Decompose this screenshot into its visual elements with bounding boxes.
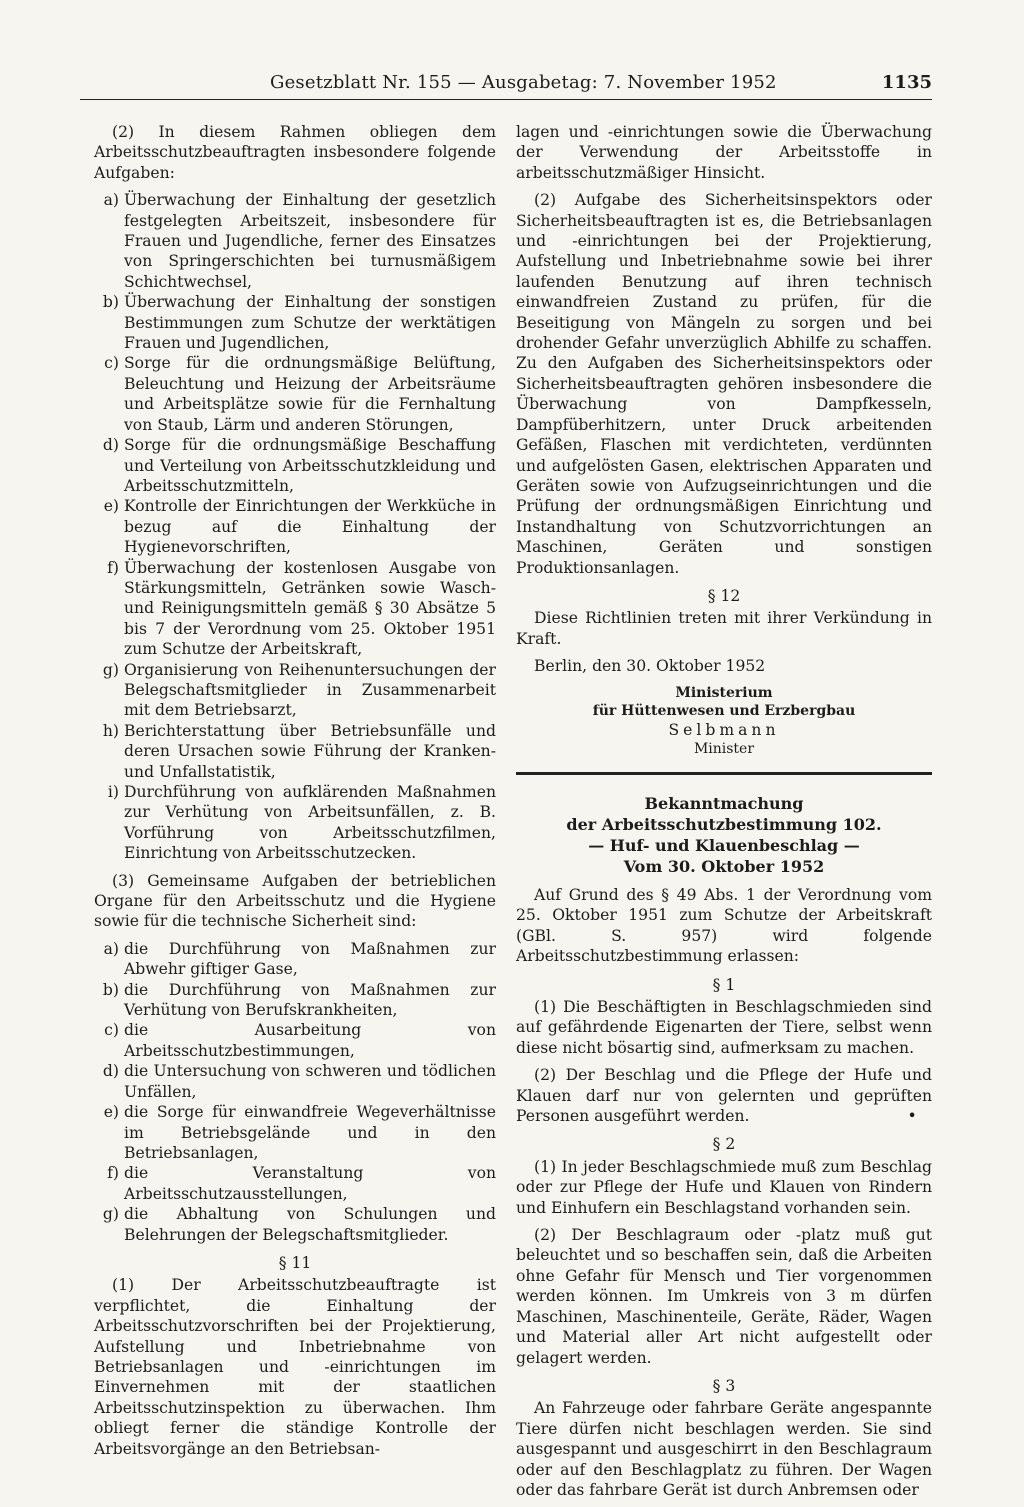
announcement-subtitle: der Arbeitsschutzbestimmung 102. [566,814,882,834]
announcement-date: Vom 30. Oktober 1952 [623,856,825,876]
continued-paragraph: lagen und -einrichtungen sowie die Überwachung der Verwendung der Arbeitsstoffe in arbeitsschutzmäßiger Hinsicht. [516,123,932,182]
ministry-name: Ministerium [675,684,773,701]
section-11-paragraph-1: (1) Der Arbeitsschutzbeauftragte ist verpflichtet, die Einhaltung der Arbeitsschutzvorschriften bei der Projektierung, Aufstellung und Inbetriebnahme von Betriebsanlagen und -einrichtungen im Einvernehmen mit der staatlichen Arbeitsschutzinspektion zu überwachen. Ihm obliegt ferner die ständige Kontrolle der Arbeitsvorgänge an den Betriebsan- [94,1276,496,1458]
place-date: Berlin, den 30. Oktober 1952 [534,657,766,676]
list-item: h) Berichterstattung über Betriebsunfälle und deren Ursachen sowie Führung der Kranken- und Unfallstatistik, [102,721,496,781]
list-item: d) Sorge für die ordnungsmäßige Beschaffung und Verteilung von Arbeitsschutzkleidung und Arbeitsschutzmitteln, [102,436,496,495]
stray-mark: • [907,1107,917,1126]
ministry-department: für Hüttenwesen und Erzbergbau [592,702,856,719]
list-tasks [94,190,496,863]
left-column [94,122,496,1466]
list-common-tasks [94,939,496,1245]
header-title: Gesetzblatt Nr. 155 — Ausgabetag: 7. November 1952 [270,72,777,93]
list-item: c) die Ausarbeitung von Arbeitsschutzbestimmungen, [104,1021,496,1060]
section-12-text: Diese Richtlinien treten mit ihrer Verkündung in Kraft. [516,609,932,648]
announcement-title: Bekanntmachung [644,793,804,813]
list-item: i) Durchführung von aufklärenden Maßnahmen zur Verhütung von Arbeitsunfällen, z. B. Vorführung von Arbeitsschutzfilmen, Einrichtung von Arbeitsschutzecken. [107,783,496,863]
list-item: a) die Durchführung von Maßnahmen zur Abwehr giftiger Gase, [103,939,496,979]
list-item: c) Sorge für die ordnungsmäßige Belüftung, Beleuchtung und Heizung der Arbeitsräume und Arbeitsplätze sowie für die Fernhaltung von Staub, Lärm und anderen Störungen, [104,354,496,434]
signer-name: Selbmann [668,720,780,739]
section-11-heading: § 11 [278,1253,312,1272]
list-item: f) Überwachung der kostenlosen Ausgabe von Stärkungsmitteln, Getränken sowie Wasch- und Reinigungsmitteln gemäß § 30 Absätze 5 bis 7 der Verordnung vom 25. Oktober 1951 zum Schutze der Arbeitskraft, [107,558,496,659]
paragraph-3-heading: § 3 [712,1376,736,1395]
header-rule [80,99,932,100]
paragraph-1-heading: § 1 [712,975,736,994]
paragraph-1-clause-2: (2) Der Beschlag und die Pflege der Hufe und Klauen darf nur von gelernten und geprüften Personen ausgeführt werden. • [516,1066,932,1126]
paragraph-2-clause-1: (1) In jeder Beschlagschmiede muß zum Beschlag oder zur Pflege der Hufe und Klauen von Rindern und Einhufern ein Beschlagstand vorhanden sein. [516,1157,932,1217]
list-item: e) die Sorge für einwandfreie Wegeverhältnisse im Betriebsgelände und in den Betriebsanlagen, [103,1103,496,1162]
paragraph-2-intro: (2) In diesem Rahmen obliegen dem Arbeitsschutzbeauftragten insbesondere folgende Aufgaben: [94,123,496,182]
preamble: Auf Grund des § 49 Abs. 1 der Verordnung vom 25. Oktober 1951 zum Schutze der Arbeitskraft (GBl. S. 957) wird folgende Arbeitsschutzbestimmung erlassen: [516,885,932,966]
section-12-heading: § 12 [707,586,741,605]
section-11-paragraph-2: (2) Aufgabe des Sicherheitsinspektors oder Sicherheitsbeauftragten ist es, die Betriebsanlagen und -einrichtungen bei der Projektierung, Aufstellung und Inbetriebnahme sowie bei ihrer laufenden Benutzung auf ihren technisch einwandfreien Zustand zu prüfen, für die Beseitigung von Mängeln zu sorgen und bei drohender Gefahr unverzüglich Abhilfe zu schaffen. Zu den Aufgaben des Sicherheitsinspektors oder Sicherheitsbeauftragten gehören insbesondere die Überwachung von Dampfkesseln, Dampfüberhitzern, unter Druck arbeitenden Gefäßen, Flaschen mit verdichteten, verdünnten und aufgelösten Gasen, elektrischen Apparaten und Geräten sowie von Aufzugseinrichtungen und die Prüfung der ordnungsmäßigen Einrichtung und Instandhaltung von Schutzvorrichtungen an Maschinen, Geräten und sonstigen Produktionsanlagen. [516,191,932,577]
list-item: d) die Untersuchung von schweren und tödlichen Unfällen, [102,1062,496,1101]
paragraph-3-clause-1: An Fahrzeuge oder fahrbare Geräte angespannte Tiere dürfen nicht beschlagen werden. Sie sind ausgespannt und ausgeschirrt in den Beschlagraum oder auf den Beschlagplatz zu führen. Der Wagen oder das fahrbare Gerät ist durch Anbremsen oder [516,1399,932,1499]
list-item: b) Überwachung der Einhaltung der sonstigen Bestimmungen zum Schutze der werktätigen Frauen und Jugendlichen, [102,293,496,353]
paragraph-3-intro: (3) Gemeinsame Aufgaben der betrieblichen Organe für den Arbeitsschutz und die Hygiene sowie für die technische Sicherheit sind: [94,871,496,931]
list-item: f) die Veranstaltung von Arbeitsschutzausstellungen, [107,1164,496,1203]
list-item: a) Überwachung der Einhaltung der gesetzlich festgelegten Arbeitszeit, insbesondere für Frauen und Jugendliche, ferner des Einsatzes von Springerschichten bei turnusmäßigem Schichtwechsel, [103,191,496,291]
list-item: e) Kontrolle der Einrichtungen der Werkküche in bezug auf die Einhaltung der Hygienevorschriften, [103,497,496,557]
paragraph-1-clause-1: (1) Die Beschäftigten in Beschlagschmieden sind auf gefährdende Eigenarten der Tiere, selbst wenn diese nicht bösartig sind, aufmerksam zu machen. [516,998,932,1057]
page-number: 1135 [881,72,932,93]
list-item: b) die Durchführung von Maßnahmen zur Verhütung von Berufskrankheiten, [102,980,496,1020]
paragraph-2-clause-2: (2) Der Beschlagraum oder -platz muß gut beleuchtet und so beschaffen sein, daß die Arbeiten ohne Gefahr für Mensch und Tier vorgenommen werden können. Im Umkreis von 3 m dürfen Maschinen, Maschinenteile, Geräte, Räder, Wagen und Material aller Art nicht aufgestellt oder gelagert werden. [516,1226,932,1367]
signer-title: Minister [693,740,755,757]
announcement-topic: — Huf- und Klauenbeschlag — [588,835,860,855]
list-item: g) Organisierung von Reihenuntersuchungen der Belegschaftsmitglieder in Zusammenarbeit mit dem Betriebsarzt, [102,660,496,720]
page-header [80,72,932,102]
section-divider [516,772,932,775]
right-column [516,122,932,1507]
paragraph-2-heading: § 2 [712,1135,736,1154]
list-item: g) die Abhaltung von Schulungen und Belehrungen der Belegschaftsmitglieder. [102,1205,496,1244]
